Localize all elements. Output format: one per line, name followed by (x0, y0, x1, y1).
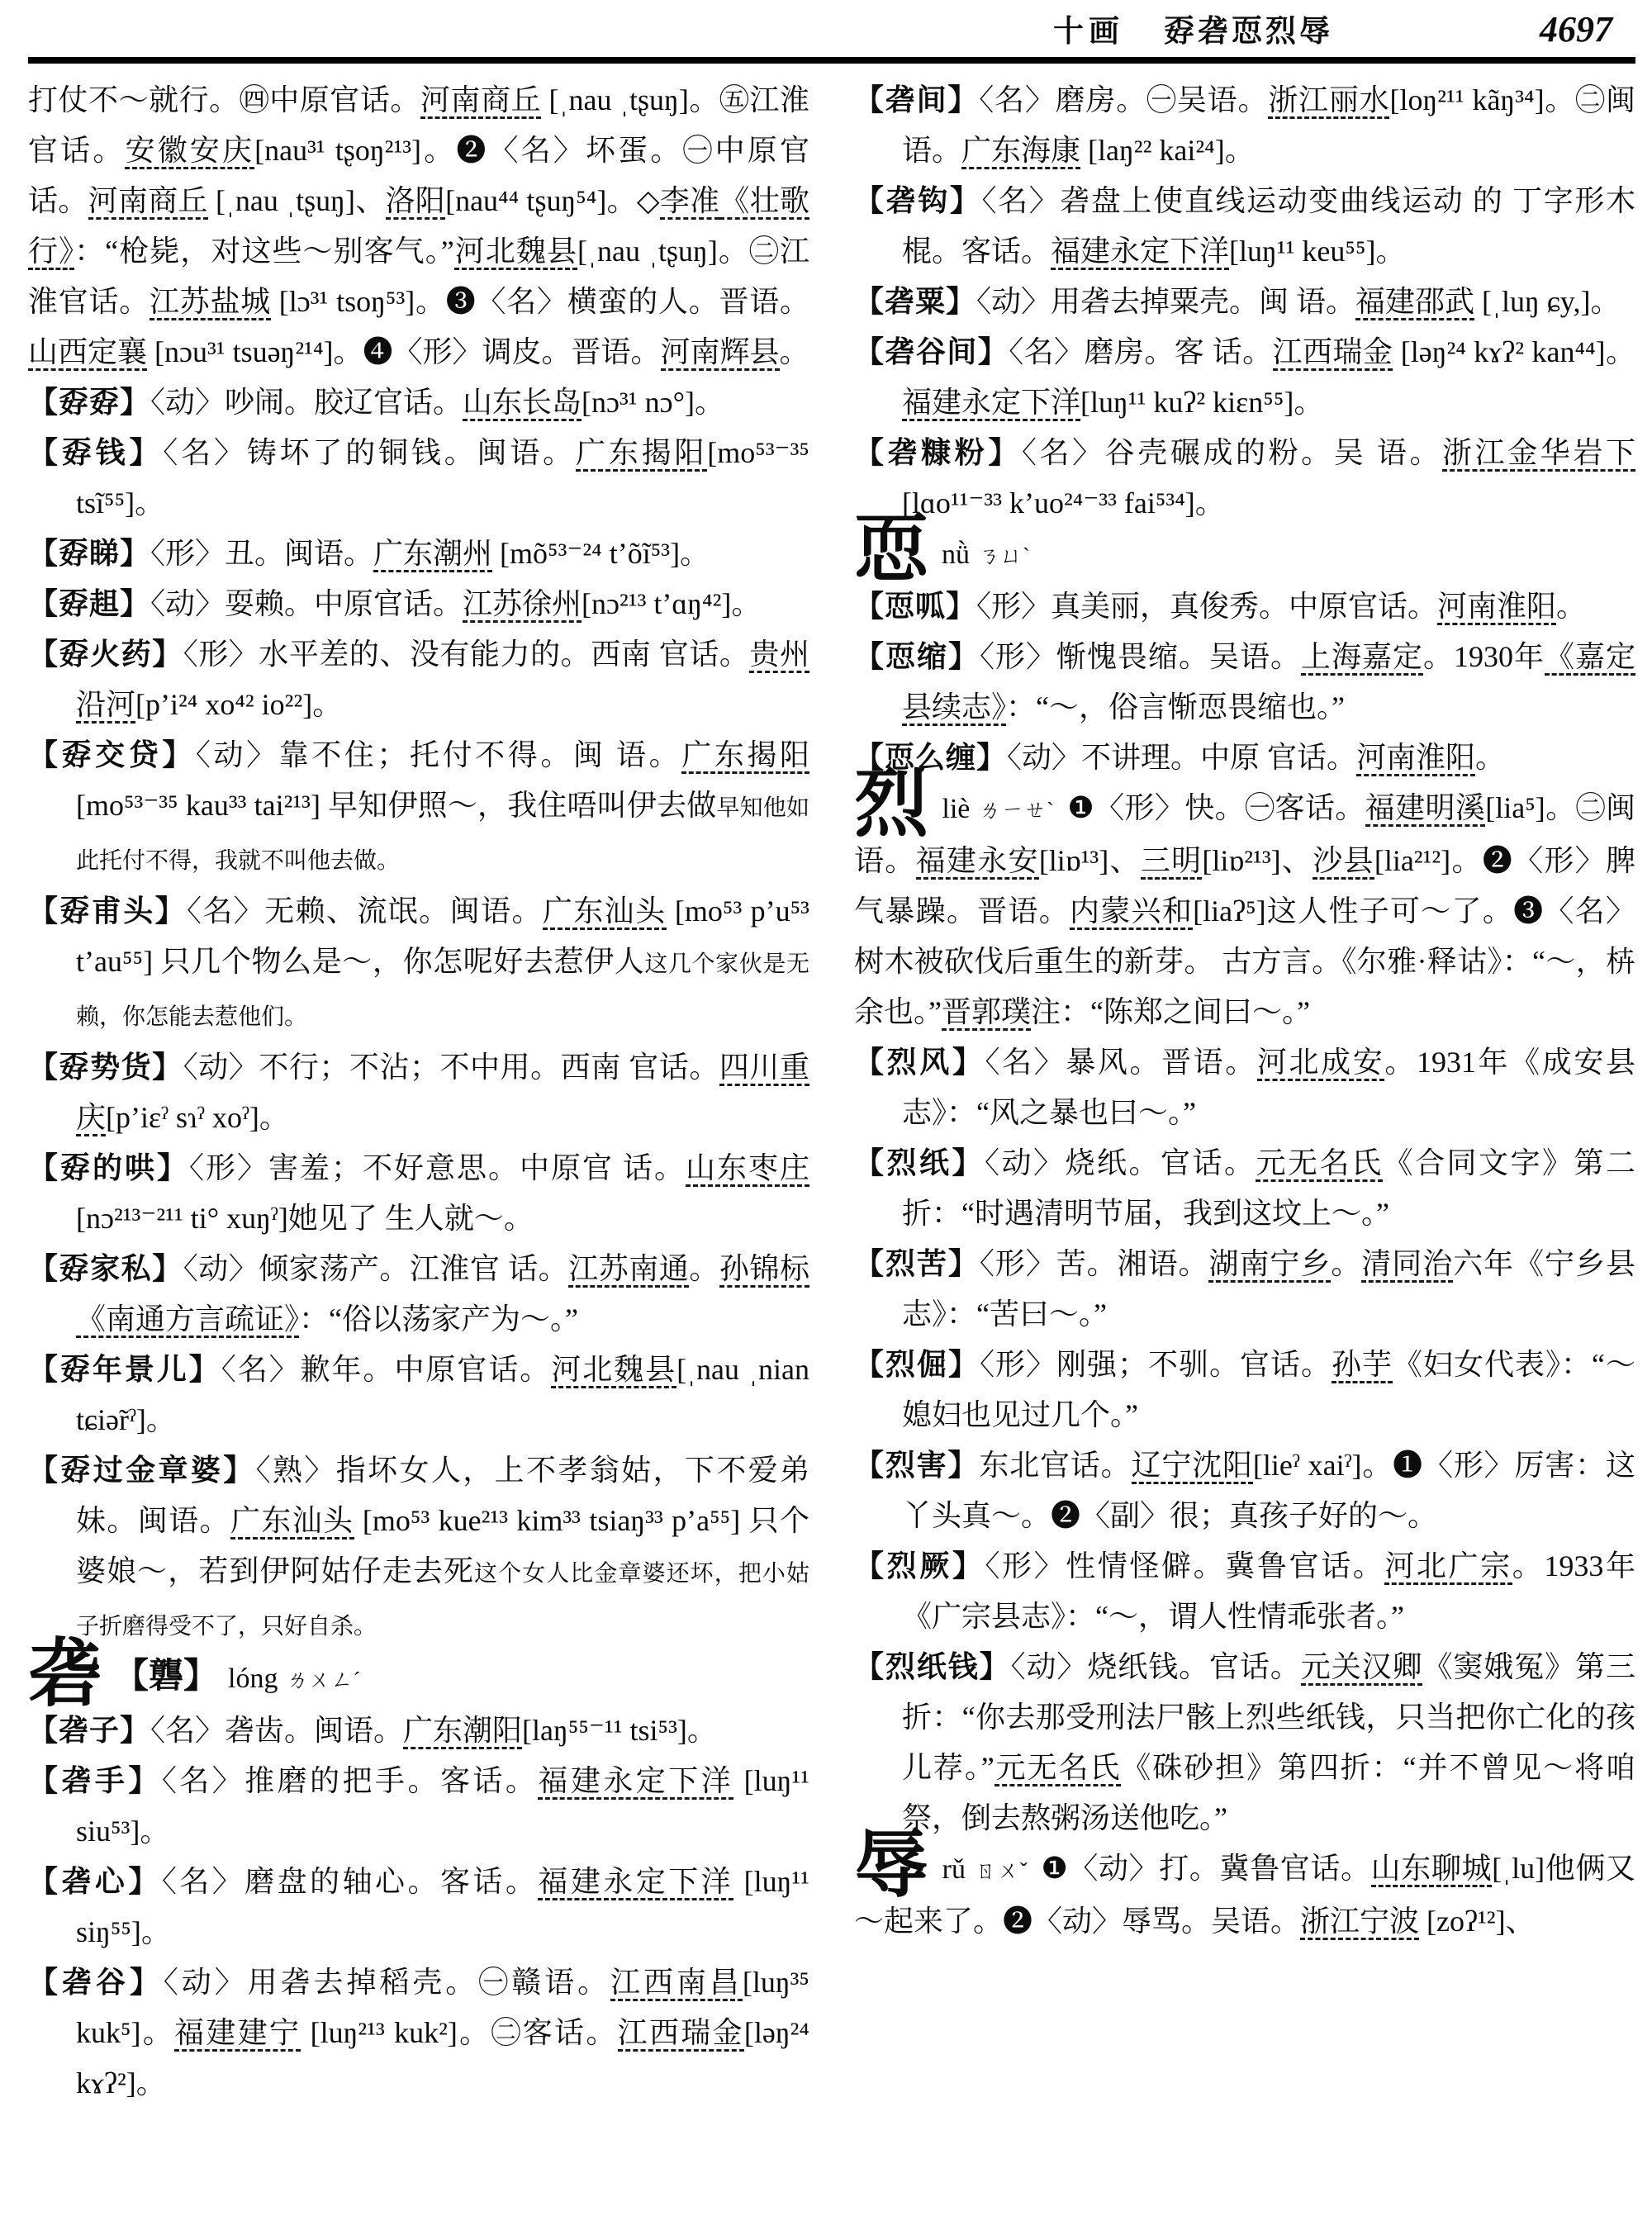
proper-noun-underline: 元关汉卿 (1301, 1650, 1423, 1686)
proper-noun-underline: 广东潮阳 (403, 1714, 522, 1749)
dict-entry: 【砻心】〈名〉磨盘的轴心。客话。福建永定下洋 [luŋ¹¹ siŋ⁵⁵]。 (28, 1865, 809, 1948)
dict-entry: 【砻钩】〈名〉砻盘上使直线运动变曲线运动 的 丁字形木棍。客话。福建永定下洋[luŋ¹¹ keu⁵⁵]。 (854, 176, 1635, 277)
entry-headword: 【孬家私】 (28, 1252, 183, 1285)
entry-headword: 【砻粟】 (854, 285, 977, 318)
section-characters: 孬砻恧烈辱 (1164, 15, 1333, 49)
proper-noun-underline: 山西定襄 (28, 335, 147, 371)
pinyin: lóng (228, 1663, 278, 1694)
proper-noun-underline: 四川重庆 (76, 1051, 809, 1136)
entry-headword: 【孬过金章婆】 (28, 1454, 256, 1487)
dict-entry: 【孬过金章婆】〈熟〉指坏女人，上不孝翁姑，下不爱弟妹。闽语。广东汕头 [mo⁵³ kue²¹³ kim³³ tsiaŋ³³ p’a⁵⁵] 只个婆娘～，若到伊阿姑仔走去死这个女人比金章婆还坏，把小姑子折磨得受不了，只好自杀。 (28, 1454, 809, 1639)
page-header (28, 5, 1637, 54)
entry-headword: 【烈纸】 (854, 1146, 985, 1179)
pinyin: nǜ (942, 539, 970, 570)
proper-noun-underline: 江苏盐城 (150, 285, 271, 320)
bopomofo: ㄌㄧㄝˋ (978, 798, 1055, 823)
dict-entry: 【孬的哄】〈形〉害羞；不好意思。中原官 话。山东枣庄[nɔ²¹³⁻²¹¹ ti° xuŋˀ]她见了 生人就～。 (28, 1151, 809, 1235)
proper-noun-underline: 浙江丽水 (1268, 83, 1389, 119)
dict-entry: 【烈害】东北官话。辽宁沈阳[lieˀ xaiˀ]。❶〈形〉厉害：这丫头真～。❷〈副〉很；真孩子好的～。 (854, 1449, 1635, 1532)
stroke-count-label: 十画 (1053, 15, 1124, 49)
proper-noun-underline: 江西瑞金 (618, 2016, 744, 2052)
proper-noun-underline: 河北魏县 (454, 235, 577, 270)
entry-headword: 【恧缩】 (854, 640, 980, 673)
page-columns (28, 75, 1637, 2109)
dict-entry: 【孬家私】〈动〉倾家荡产。江淮官 话。江苏南通。孙锦标《南通方言疏证》：“俗以荡家产为～。” (28, 1244, 809, 1345)
dict-entry: 【砻手】〈名〉推磨的把手。客话。福建永定下洋 [luŋ¹¹ siu⁵³]。 (28, 1764, 809, 1848)
dict-entry: 【孬甫头】〈名〉无赖、流氓。闽语。广东汕头 [mo⁵³ p’u⁵³ t’au⁵⁵] 只几个物么是～，你怎呢好去惹伊人这几个家伙是无赖，你怎能去惹他们。 (28, 894, 809, 1030)
proper-noun-underline: 山东长岛 (463, 386, 582, 421)
page-number: 4697 (1540, 9, 1612, 50)
dict-entry: 【烈纸】〈动〉烧纸。官话。元无名氏《合同文字》第二折：“时遇清明节届，我到这坟上～。” (854, 1146, 1635, 1230)
entry-headword: 【烈倔】 (854, 1348, 980, 1381)
proper-noun-underline: 河南辉县 (661, 335, 780, 371)
proper-noun-underline: 福建永定下洋 (538, 1764, 733, 1800)
entry-headword: 【恧么缠】 (854, 741, 1008, 774)
proper-noun-underline: 江西瑞金 (1273, 335, 1393, 371)
proper-noun-underline: 河北魏县 (551, 1353, 676, 1388)
gloss-small-text: 这个女人比金章婆还坏，把小姑子折磨得受不了，只好自杀。 (76, 1561, 809, 1639)
header-rule (28, 57, 1635, 64)
proper-noun-underline: 贵州沿河 (76, 638, 809, 724)
entry-headword: 【孬睇】 (28, 537, 151, 570)
proper-noun-underline: 浙江金华岩下 (1442, 436, 1635, 472)
dict-entry: 【烈纸钱】〈动〉烧纸钱。官话。元关汉卿《窦娥冤》第三折：“你去那受刑法尸骸上烈些纸钱，只当把你亡化的孩儿荐。”元无名氏《硃砂担》第四折：“并不曾见～将咱祭，倒去熬粥汤送他吃。” (854, 1650, 1635, 1834)
proper-noun-underline: 安徽安庆 (125, 134, 254, 169)
dict-entry: 【孬孬】〈动〉吵闹。胶辽官话。山东长岛[nɔ³¹ nɔ°]。 (28, 377, 809, 428)
entry-headword: 【砻谷间】 (854, 335, 1009, 368)
head-character-section: 烈liè ㄌㄧㄝˋ ❶〈形〉快。㊀客话。福建明溪[lia⁵]。㊁闽语。福建永安[liɒ¹³]、三明[liɒ²¹³]、沙县[lia²¹²]。❷〈形〉脾气暴躁。晋语。内蒙兴和[liaʔ⁵]这人性子可～了。❸〈名〉树木被砍伐后重生的新芽。 古方言。《尔雅·释诂》：“～，枿余也。”晋郭璞注：“陈郑之间曰～。” (854, 783, 1635, 1037)
bopomofo: ㄋㄩˋ (978, 543, 1030, 568)
pinyin: liè (942, 794, 971, 824)
proper-noun-underline: 《壮歌行》 (28, 184, 809, 270)
proper-noun-underline: 福建明溪 (1365, 791, 1486, 827)
proper-noun-underline: 《南通方言疏证》 (76, 1302, 299, 1338)
proper-noun-underline: 晋郭璞 (942, 995, 1031, 1031)
head-character: 砻 (28, 1634, 102, 1715)
dict-entry: 【烈倔】〈形〉刚强；不驯。官话。孙芋《妇女代表》：“～媳妇也见过几个。” (854, 1348, 1635, 1431)
dict-entry: 【烈风】〈名〉暴风。晋语。河北成安。1931年《成安县志》：“风之暴也曰～。” (854, 1046, 1635, 1129)
proper-noun-underline: 广东汕头 (230, 1504, 354, 1540)
dict-entry: 【孬年景儿】〈名〉歉年。中原官话。河北魏县[ˌnau ˌnian tɕiə̃rˀ]。 (28, 1353, 809, 1436)
entry-headword: 【孬交贷】 (28, 738, 196, 771)
proper-noun-underline: 元无名氏 (1256, 1146, 1383, 1182)
proper-noun-underline: 洛阳 (386, 184, 446, 220)
entry-headword: 【砻糠粉】 (854, 436, 1022, 469)
entry-headword: 【孬甫头】 (28, 894, 188, 928)
proper-noun-underline: 孙锦标 (719, 1252, 809, 1288)
proper-noun-underline: 福建永定下洋 (902, 386, 1080, 421)
proper-noun-underline: 福建永安 (916, 844, 1039, 880)
dict-entry: 【烈苦】〈形〉苦。湘语。湖南宁乡。清同治六年《宁乡县志》：“苦曰～。” (854, 1247, 1635, 1331)
proper-noun-underline: 河南淮阳 (1437, 590, 1556, 625)
head-character: 烈 (854, 764, 929, 846)
head-character: 恧 (854, 510, 928, 591)
dict-entry: 【孬交贷】〈动〉靠不住；托付不得。闽 语。广东揭阳 [mo⁵³⁻³⁵ kau³³ tai²¹³] 早知伊照～，我住唔叫伊去做早知他如此托付不得，我就不叫他去做。 (28, 738, 809, 874)
entry-headword: 【恧呱】 (854, 590, 977, 623)
traditional-form: 【礱】 (114, 1658, 219, 1696)
entry-headword: 【烈害】 (854, 1449, 980, 1482)
proper-noun-underline: 广东海康 (961, 134, 1080, 169)
proper-noun-underline: 内蒙兴和 (1070, 894, 1193, 930)
head-character: 辱 (854, 1824, 929, 1906)
dict-entry: 【恧缩】〈形〉惭愧畏缩。吴语。上海嘉定。1930年《嘉定县续志》：“～，俗言惭恧畏缩也。” (854, 632, 1635, 733)
entry-headword: 【孬的哄】 (28, 1151, 189, 1184)
proper-noun-underline: 福建永定下洋 (1051, 235, 1229, 270)
proper-noun-underline: 河北成安 (1257, 1046, 1384, 1081)
proper-noun-underline: 福建建宁 (174, 2016, 301, 2052)
proper-noun-underline: 沙县 (1313, 844, 1374, 880)
proper-noun-underline: 上海嘉定 (1301, 640, 1423, 676)
dict-entry: 【孬趄】〈动〉耍赖。中原官话。江苏徐州[nɔ²¹³ t’ɑŋ⁴²]。 (28, 579, 809, 629)
entry-headword: 【烈厥】 (854, 1549, 985, 1582)
entry-headword: 【孬年景儿】 (28, 1353, 221, 1386)
entry-headword: 【孬钱】 (28, 436, 164, 469)
entry-headword: 【砻谷】 (28, 1966, 164, 1999)
entry-headword: 【孬火药】 (28, 638, 183, 671)
dict-entry: 【孬火药】〈形〉水平差的、没有能力的。西南 官话。贵州沿河[p’i²⁴ xo⁴² io²²]。 (28, 629, 809, 730)
proper-noun-underline: 李准 (660, 184, 720, 220)
entry-headword: 【孬势货】 (28, 1051, 183, 1084)
proper-noun-underline: 三明 (1141, 844, 1203, 880)
dict-entry: 【恧呱】〈形〉真美丽，真俊秀。中原官话。河南淮阳。 (854, 581, 1635, 632)
entry-headword: 【孬孬】 (28, 386, 151, 419)
proper-noun-underline: 清同治 (1361, 1247, 1453, 1283)
proper-noun-underline: 《嘉定县续志》 (902, 640, 1635, 726)
entry-headword: 【砻子】 (28, 1714, 151, 1747)
proper-noun-underline: 浙江宁波 (1300, 1905, 1419, 1940)
dict-entry: 【砻糠粉】〈名〉谷壳碾成的粉。吴 语。浙江金华岩下 [lɑo¹¹⁻³³ k’uo²⁴⁻³³ fai⁵³⁴]。 (854, 436, 1635, 520)
proper-noun-underline: 孙芋 (1332, 1348, 1393, 1383)
bopomofo: ㄌㄨㄥˊ (286, 1668, 361, 1692)
entry-headword: 【砻钩】 (854, 184, 982, 217)
proper-noun-underline: 广东汕头 (543, 894, 667, 930)
head-character-section: 辱rǔ ㄖㄨˇ ❶〈动〉打。冀鲁官话。山东聊城[ˌlu]他俩又～起来了。❷〈动〉辱骂。吴语。浙江宁波 [zoʔ¹²]、 (854, 1843, 1635, 1947)
proper-noun-underline: 福建永定下洋 (538, 1865, 733, 1900)
entry-headword: 【烈风】 (854, 1046, 985, 1079)
entry-headword: 【砻手】 (28, 1764, 162, 1797)
proper-noun-underline: 福建邵武 (1355, 285, 1474, 320)
continued-paragraph: 打仗不～就行。㊃中原官话。河南商丘 [ˌnau ˌtʂuŋ]。㊄江淮官话。安徽安庆[nau³¹ tʂoŋ²¹³]。❷〈名〉坏蛋。㊀中原官话。河南商丘 [ˌnau ˌtʂuŋ]、洛阳[nau⁴⁴ tʂuŋ⁵⁴]。◇李准《壮歌行》：“枪毙，对这些～别客气。”河北魏县[ˌnau ˌtʂuŋ]。㊁江淮官话。江苏盐城 [lɔ³¹ tsoŋ⁵³]。❸〈名〉横蛮的人。晋语。山西定襄 [nɔu³¹ tsuəŋ²¹⁴]。❹〈形〉调皮。晋语。河南辉县。 (28, 75, 809, 377)
column-right (854, 75, 1635, 2109)
proper-noun-underline: 江苏南通 (568, 1252, 689, 1288)
pinyin: rǔ (942, 1854, 966, 1885)
dict-entry: 【孬势货】〈动〉不行；不沾；不中用。西南 官话。四川重庆[p’iɛˀ sɿˀ xoˀ]。 (28, 1042, 809, 1143)
entry-headword: 【砻间】 (854, 83, 980, 116)
dict-entry: 【孬睇】〈形〉丑。闽语。广东潮州 [mõ⁵³⁻²⁴ t’õĩ⁵³]。 (28, 529, 809, 579)
proper-noun-underline: 湖南宁乡 (1208, 1247, 1331, 1283)
head-character-section (854, 510, 1635, 591)
proper-noun-underline: 河南淮阳 (1356, 741, 1475, 776)
gloss-small-text: 这几个家伙是无赖，你怎能去惹他们。 (76, 951, 809, 1030)
entry-headword: 【烈苦】 (854, 1247, 980, 1280)
proper-noun-underline: 山东枣庄 (686, 1151, 809, 1187)
proper-noun-underline: 广东揭阳 (681, 738, 809, 774)
proper-noun-underline: 山东聊城 (1371, 1852, 1493, 1887)
bopomofo: ㄖㄨˇ (973, 1858, 1028, 1883)
proper-noun-underline: 广东潮州 (373, 537, 492, 572)
entry-headword: 【孬趄】 (28, 587, 151, 620)
dict-entry: 【孬钱】〈名〉铸坏了的铜钱。闽语。广东揭阳[mo⁵³⁻³⁵ tsĩ⁵⁵]。 (28, 436, 809, 520)
gloss-small-text: 早知他如此托付不得，我就不叫他去做。 (76, 795, 809, 874)
proper-noun-underline: 元无名氏 (995, 1751, 1122, 1786)
proper-noun-underline: 广东揭阳 (576, 436, 707, 472)
dict-entry: 【砻间】〈名〉磨房。㊀吴语。浙江丽水[loŋ²¹¹ kãŋ³⁴]。㊁闽语。广东海康 [laŋ²² kai²⁴]。 (854, 75, 1635, 176)
dict-entry: 【砻子】〈名〉砻齿。闽语。广东潮阳[laŋ⁵⁵⁻¹¹ tsi⁵³]。 (28, 1706, 809, 1756)
proper-noun-underline: 辽宁沈阳 (1132, 1449, 1253, 1484)
dict-entry: 【砻谷】〈动〉用砻去掉稻壳。㊀赣语。江西南昌[luŋ³⁵ kuk⁵]。福建建宁 [luŋ²¹³ kuk²]。㊁客话。江西瑞金[ləŋ²⁴ kɤʔ²]。 (28, 1966, 809, 2100)
head-character-section (28, 1634, 809, 1715)
proper-noun-underline: 江苏徐州 (463, 587, 582, 623)
entry-headword: 【砻心】 (28, 1865, 162, 1898)
proper-noun-underline: 河南商丘 (420, 83, 541, 119)
dict-entry: 【砻粟】〈动〉用砻去掉粟壳。闽 语。福建邵武 [ˌluŋ ɕy,]。 (854, 277, 1635, 327)
proper-noun-underline: 河北广宗 (1384, 1549, 1512, 1585)
dict-entry: 【烈厥】〈形〉性情怪僻。冀鲁官话。河北广宗。1933年《广宗县志》：“～，谓人性情乖张者。” (854, 1549, 1635, 1633)
dict-entry: 【恧么缠】〈动〉不讲理。中原 官话。河南淮阳。 (854, 733, 1635, 783)
column-left (28, 75, 809, 2109)
proper-noun-underline: 江西南昌 (610, 1966, 743, 2001)
entry-headword: 【烈纸钱】 (854, 1650, 1011, 1683)
proper-noun-underline: 河南商丘 (88, 184, 208, 220)
dict-entry: 【砻谷间】〈名〉磨房。客 话。江西瑞金 [ləŋ²⁴ kɤʔ² kan⁴⁴]。福建永定下洋[luŋ¹¹ kuʔ² kiɛn⁵⁵]。 (854, 327, 1635, 428)
